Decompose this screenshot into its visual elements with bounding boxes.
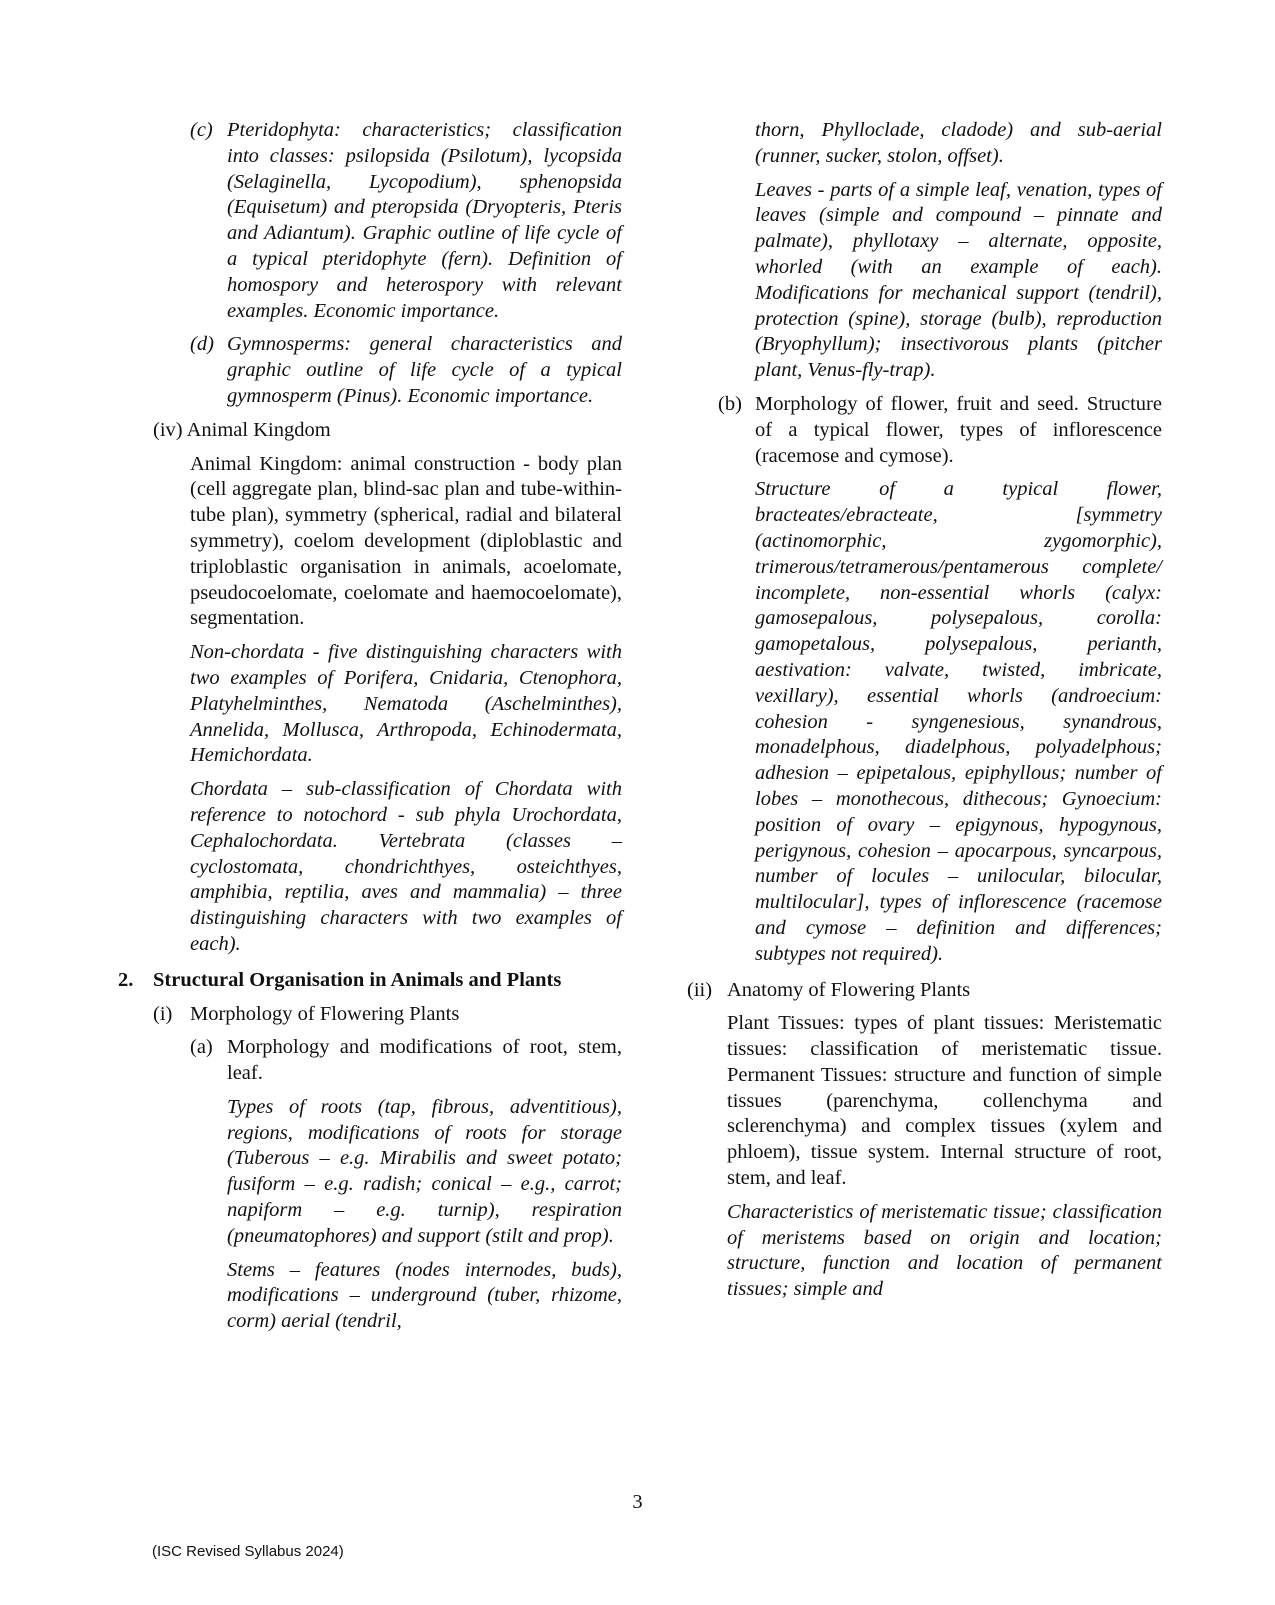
item-b-title: Morphology of flower, fruit and seed. Structure of a typical flower, types of inflorescence (racemose and cymose). xyxy=(755,392,1162,467)
subsection-ii-label: (ii) xyxy=(687,978,713,1001)
leaves-text: Leaves - parts of a simple leaf, venation, types of leaves (simple and compound – pinnate and palmate), phyllotaxy – alternate, opposite, whorled (with an example of each). Modifications for mechanical support (tendril), protection (spine), storage (bulb), reproduction (Bryophyllum); insectivorous plants (pitcher plant, Venus-fly-trap). xyxy=(755,178,1162,382)
meristem-text: Characteristics of meristematic tissue; classification of meristems based on origin and location; structure, function and location of permanent tissues; simple and xyxy=(727,1200,1162,1301)
subsection-ii-heading xyxy=(687,978,1162,1004)
subsection-i-title: Morphology of Flowering Plants xyxy=(190,1002,460,1025)
item-c-label: (c) xyxy=(190,119,213,141)
item-c-text: Pteridophyta: characteristics; classification into classes: psilopsida (Psilotum), lycopsida (Selaginella, Lycopodium), sphenopsida (Equisetum) and pteropsida (Dryopteris, Pteris and Adiantum). Graphic outline of life cycle of a typical pteridophyte (fern). Definition of homospory and heterospory with relevant examples. Economic importance. xyxy=(227,119,622,322)
item-d xyxy=(190,332,622,409)
item-b-label: (b) xyxy=(718,392,742,415)
item-b xyxy=(718,392,1162,469)
item-d-text: Gymnosperms: general characteristics and graphic outline of life cycle of a typical gymnosperm (Pinus). Economic importance. xyxy=(227,333,622,407)
roots-text: Types of roots (tap, fibrous, adventitious), regions, modifications of roots for storage (Tuberous – e.g. Mirabilis and sweet potato; fusiform – e.g. radish; conical – e.g., carrot; napiform – e.g. turnip), respiration (pneumatophores) and support (stilt and prop). xyxy=(227,1095,622,1247)
flower-structure-text: Structure of a typical flower, bracteates/ebracteate, [symmetry (actinomorphic, zygomorphic), trimerous/tetramerous/pentamerous complete/ incomplete, non-essential whorls (calyx: gamosepalous, polysepalous, corolla: gamopetalous, polysepalous, perianth, aestivation: valvate, twisted, imbricate, vexillary), essential whorls (androecium: cohesion - syngenesious, synandrous, monadelphous, diadelphous, polyadelphous; adhesion – epipetalous, epiphyllous; number of lobes – monothecous, dithecous; Gynoecium: position of ovary – epigynous, hypogynous, perigynous, cohesion – apocarpous, syncarpous, number of locules – unilocular, bilocular, multilocular], types of inflorescence (racemose and cymose – definition and differences; subtypes not required). xyxy=(755,478,1162,965)
animal-kingdom-text: Animal Kingdom: animal construction - body plan (cell aggregate plan, blind-sac plan and tube-within-tube plan), symmetry (spherical, radial and bilateral symmetry), coelom development (diploblastic and triploblastic organisation in animals, acoelomate, pseudocoelomate, coelomate and haemocoelomate), segmentation. xyxy=(190,452,622,630)
item-c xyxy=(190,118,622,324)
section-2-title: Structural Organisation in Animals and Plants xyxy=(153,968,562,991)
stems-continued-text: thorn, Phylloclade, cladode) and sub-aerial (runner, sucker, stolon, offset). xyxy=(755,119,1162,167)
subsection-i-label: (i) xyxy=(153,1002,173,1025)
section-2-heading xyxy=(118,968,622,994)
item-a-label: (a) xyxy=(190,1036,213,1059)
right-column xyxy=(687,118,1162,1303)
stems-text: Stems – features (nodes internodes, buds), modifications – underground (tuber, rhizome, corm) aerial (tendril, xyxy=(227,1258,622,1333)
animal-kingdom-heading: (iv) Animal Kingdom xyxy=(153,418,331,441)
nonchordata-text: Non-chordata - five distinguishing characters with two examples of Porifera, Cnidaria, Ctenophora, Platyhelminthes, Nematoda (Aschelminthes), Annelida, Mollusca, Arthropoda, Echinodermata, Hemichordata. xyxy=(190,641,622,767)
page-number: 3 xyxy=(632,1491,643,1513)
item-a xyxy=(190,1035,622,1087)
plant-tissues-text: Plant Tissues: types of plant tissues: Meristematic tissues: classification of meristematic tissue. Permanent Tissues: structure and function of simple tissues (parenchyma, collenchyma and sclerenchyma) and complex tissues (xylem and phloem), tissue system. Internal structure of root, stem, and leaf. xyxy=(727,1012,1162,1190)
subsection-ii-title: Anatomy of Flowering Plants xyxy=(727,978,971,1001)
left-column xyxy=(118,118,622,1335)
section-2-number: 2. xyxy=(118,968,134,991)
subsection-i-heading xyxy=(153,1002,622,1028)
item-a-title: Morphology and modifications of root, stem, leaf. xyxy=(227,1036,622,1085)
footer-text: (ISC Revised Syllabus 2024) xyxy=(152,1543,344,1560)
chordata-text: Chordata – sub-classification of Chordata with reference to notochord - sub phyla Urochordata, Cephalochordata. Vertebrata (classes – cyclostomata, chondrichthyes, osteichthyes, amphibia, reptilia, aves and mammalia) – three distinguishing characters with two examples of each). xyxy=(190,778,622,955)
item-d-label: (d) xyxy=(190,333,214,356)
